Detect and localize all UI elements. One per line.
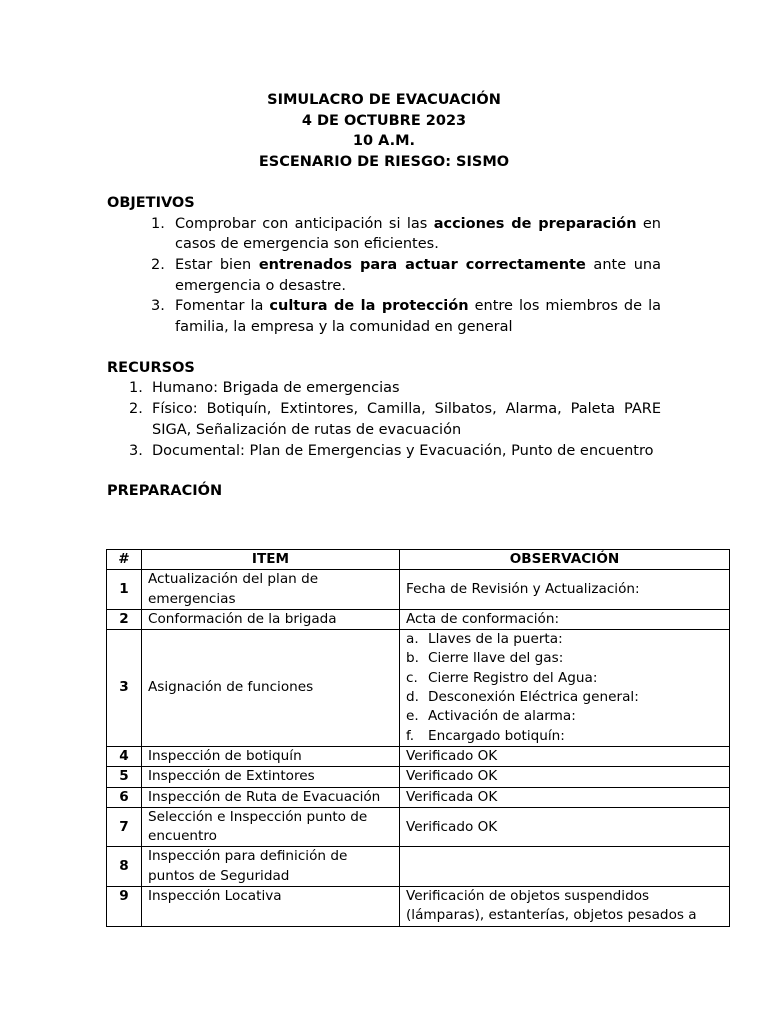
header-num: #	[107, 550, 142, 570]
title-line-1: SIMULACRO DE EVACUACIÓN	[267, 92, 501, 108]
row-observacion: Verificado OK	[400, 807, 730, 847]
objetivos-heading: OBJETIVOS	[107, 194, 195, 211]
objetivo-item: 3. Fomentar la cultura de la protección entre los miembros de la familia, la empresa y la comunidad en general	[151, 298, 661, 336]
title-line-4: ESCENARIO DE RIESGO: SISMO	[258, 154, 510, 171]
row-item: Inspección Locativa	[142, 887, 400, 927]
recurso-item: 1. Humano: Brigada de emergencias	[129, 380, 400, 397]
funcion-item: b. Cierre llave del gas:	[406, 650, 564, 667]
title-line-2: 4 DE OCTUBRE 2023	[301, 112, 467, 129]
table-row	[107, 767, 730, 787]
funciones-list	[406, 630, 723, 746]
table-row	[107, 787, 730, 807]
table-row	[107, 887, 730, 927]
row-observacion: Fecha de Revisión y Actualización:	[400, 570, 730, 610]
row-num: 2	[107, 609, 142, 629]
row-observacion: Acta de conformación:	[400, 609, 730, 629]
row-observacion	[400, 630, 730, 747]
document-title	[107, 90, 661, 173]
table-row	[107, 807, 730, 847]
row-item: Asignación de funciones	[142, 630, 400, 747]
title-line-3: 10 A.M.	[352, 133, 416, 150]
row-observacion: Verificado OK	[400, 767, 730, 787]
row-item: Selección e Inspección punto de encuentro	[142, 807, 400, 847]
table-header-row	[107, 550, 730, 570]
header-item: ITEM	[142, 550, 400, 570]
row-num: 4	[107, 746, 142, 766]
row-item: Inspección de Extintores	[142, 767, 400, 787]
funcion-item: e. Activación de alarma:	[406, 708, 576, 725]
row-item: Inspección para definición de puntos de Seguridad	[142, 847, 400, 887]
preparacion-table	[106, 549, 730, 927]
row-observacion: Verificación de objetos suspendidos (lámparas), estanterías, objetos pesados a	[400, 887, 730, 927]
row-item: Inspección de Ruta de Evacuación	[142, 787, 400, 807]
row-observacion	[400, 847, 730, 887]
row-num: 3	[107, 630, 142, 747]
row-num: 7	[107, 807, 142, 847]
row-item: Inspección de botiquín	[142, 746, 400, 766]
objetivo-item: 2. Estar bien entrenados para actuar correctamente ante una emergencia o desastre.	[151, 256, 661, 294]
funcion-item: d. Desconexión Eléctrica general:	[406, 689, 639, 706]
objetivos-list	[107, 214, 661, 338]
recurso-item: 2. Físico: Botiquín, Extintores, Camilla, Silbatos, Alarma, Paleta PARE SIGA, Señalización de rutas de evacuación	[129, 401, 661, 438]
row-item: Conformación de la brigada	[142, 609, 400, 629]
recursos-heading: RECURSOS	[107, 359, 195, 376]
recurso-item: 3. Documental: Plan de Emergencias y Evacuación, Punto de encuentro	[129, 442, 654, 459]
table-row	[107, 746, 730, 766]
recursos-list	[107, 378, 661, 461]
table-row	[107, 630, 730, 747]
row-item: Actualización del plan de emergencias	[142, 570, 400, 610]
table-row	[107, 847, 730, 887]
header-observacion: OBSERVACIÓN	[400, 550, 730, 570]
objetivo-item: 1. Comprobar con anticipación si las acciones de preparación en casos de emergencia son eficientes.	[151, 215, 661, 253]
preparacion-heading: PREPARACIÓN	[107, 483, 223, 500]
row-observacion: Verificada OK	[400, 787, 730, 807]
row-num: 6	[107, 787, 142, 807]
funcion-item: a. Llaves de la puerta:	[406, 631, 563, 648]
table-row	[107, 609, 730, 629]
document-page	[107, 90, 661, 502]
funcion-item: f. Encargado botiquín:	[406, 727, 565, 744]
funcion-item: c. Cierre Registro del Agua:	[406, 669, 598, 686]
row-num: 5	[107, 767, 142, 787]
table-row	[107, 570, 730, 610]
row-num: 9	[107, 887, 142, 927]
row-num: 1	[107, 570, 142, 610]
row-num: 8	[107, 847, 142, 887]
row-observacion: Verificado OK	[400, 746, 730, 766]
